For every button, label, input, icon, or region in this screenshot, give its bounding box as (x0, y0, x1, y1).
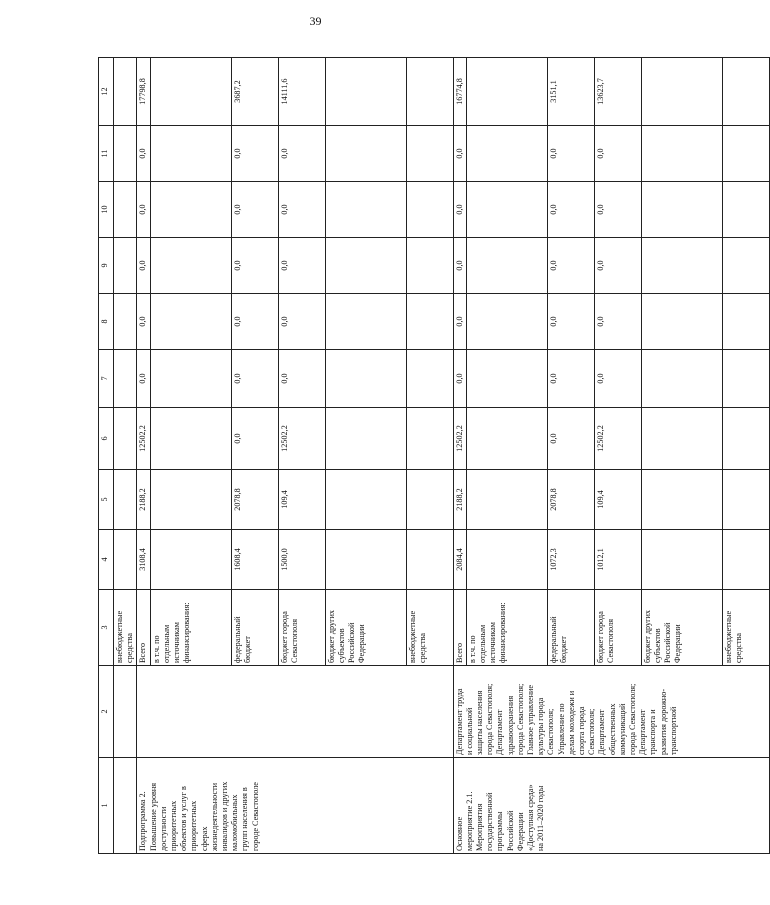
value-cell (722, 530, 769, 590)
value-cell (325, 126, 406, 182)
value-cell (325, 470, 406, 530)
header-cell: 12 (99, 58, 114, 126)
value-cell: 16774,8 (453, 58, 466, 126)
value-cell (325, 530, 406, 590)
value-cell: 0,0 (594, 182, 641, 238)
value-cell (466, 294, 547, 350)
cell-empty (114, 350, 137, 408)
rotated-table-area (98, 58, 744, 854)
source-cell: бюджет города Севастополя (278, 590, 325, 666)
value-cell: 0,0 (231, 182, 278, 238)
header-cell: 6 (99, 408, 114, 470)
value-cell: 0,0 (137, 294, 150, 350)
cell-empty (114, 666, 137, 758)
value-cell: 0,0 (278, 238, 325, 294)
value-cell: 0,0 (278, 350, 325, 408)
value-cell (722, 350, 769, 408)
value-cell (325, 350, 406, 408)
source-cell: внебюджетные средства (722, 590, 769, 666)
value-cell: 0,0 (453, 294, 466, 350)
value-cell (466, 238, 547, 294)
value-cell (150, 294, 231, 350)
value-cell: 0,0 (453, 350, 466, 408)
value-cell (406, 182, 453, 238)
value-cell (406, 350, 453, 408)
value-cell (150, 238, 231, 294)
value-cell: 12502,2 (278, 408, 325, 470)
source-cell: бюджет других субъектов Российской Федерации (641, 590, 722, 666)
value-cell (641, 350, 722, 408)
value-cell: 0,0 (278, 126, 325, 182)
continued-row (114, 58, 137, 854)
value-cell (325, 294, 406, 350)
page-number: 39 (309, 14, 322, 28)
value-cell (406, 126, 453, 182)
source-cell: Всего (137, 590, 150, 666)
value-cell: 0,0 (231, 350, 278, 408)
cell-empty (114, 470, 137, 530)
value-cell: 2188,2 (453, 470, 466, 530)
source-cell: Всего (453, 590, 466, 666)
value-cell (641, 294, 722, 350)
value-cell: 0,0 (594, 126, 641, 182)
value-cell: 0,0 (231, 294, 278, 350)
value-cell (722, 238, 769, 294)
value-cell (150, 408, 231, 470)
value-cell: 2078,8 (547, 470, 594, 530)
financing-table (98, 57, 770, 854)
value-cell: 17798,8 (137, 58, 150, 126)
value-cell (406, 58, 453, 126)
value-cell: 0,0 (278, 294, 325, 350)
value-cell (722, 294, 769, 350)
header-cell: 1 (99, 758, 114, 854)
value-cell (722, 470, 769, 530)
value-cell: 0,0 (137, 350, 150, 408)
value-cell: 0,0 (453, 126, 466, 182)
header-cell: 2 (99, 666, 114, 758)
header-cell: 10 (99, 182, 114, 238)
value-cell (406, 238, 453, 294)
table-row (453, 58, 466, 854)
value-cell (641, 408, 722, 470)
header-cell: 9 (99, 238, 114, 294)
header-cell: 11 (99, 126, 114, 182)
source-cell: федеральный бюджет (231, 590, 278, 666)
source-cell: в т.ч. по отдельным источникам финансирования: (150, 590, 231, 666)
cell-empty (114, 182, 137, 238)
source-cell: в т.ч. по отдельным источникам финансирования: (466, 590, 547, 666)
value-cell (150, 58, 231, 126)
value-cell (150, 182, 231, 238)
value-cell: 0,0 (137, 126, 150, 182)
cell-empty (114, 58, 137, 126)
value-cell (641, 126, 722, 182)
value-cell (150, 530, 231, 590)
value-cell (325, 58, 406, 126)
value-cell: 0,0 (594, 294, 641, 350)
value-cell (641, 470, 722, 530)
value-cell (722, 408, 769, 470)
value-cell (722, 58, 769, 126)
value-cell: 2084,4 (453, 530, 466, 590)
value-cell (466, 58, 547, 126)
header-row (99, 58, 114, 854)
value-cell: 0,0 (137, 182, 150, 238)
value-cell (641, 58, 722, 126)
value-cell (150, 470, 231, 530)
value-cell: 14111,6 (278, 58, 325, 126)
value-cell: 0,0 (278, 182, 325, 238)
header-cell: 5 (99, 470, 114, 530)
value-cell: 0,0 (231, 238, 278, 294)
cell-empty (114, 126, 137, 182)
cell-empty (114, 758, 137, 854)
value-cell: 0,0 (547, 408, 594, 470)
value-cell (150, 350, 231, 408)
source-cell: бюджет других субъектов Российской Федерации (325, 590, 406, 666)
value-cell: 1608,4 (231, 530, 278, 590)
value-cell (466, 530, 547, 590)
value-cell: 12502,2 (137, 408, 150, 470)
value-cell: 0,0 (453, 238, 466, 294)
value-cell: 0,0 (547, 238, 594, 294)
program-name-cell: Основное мероприятие 2.1. Мероприятия государственной программы Российской Федерации «Доступная среда» на 2011–2020 годы (453, 758, 769, 854)
value-cell: 2188,2 (137, 470, 150, 530)
value-cell: 0,0 (594, 238, 641, 294)
value-cell: 12502,2 (453, 408, 466, 470)
value-cell: 0,0 (547, 182, 594, 238)
executor-cell (137, 666, 453, 758)
cell-empty (114, 408, 137, 470)
value-cell (406, 408, 453, 470)
value-cell: 1012,1 (594, 530, 641, 590)
source-cell: внебюджетные средства (406, 590, 453, 666)
value-cell: 3108,4 (137, 530, 150, 590)
program-name-cell: Подпрограмма 2. Повышение уровня доступности приоритетных объектов и услуг в приоритетных сферах жизнедеятельности инвалидов и других маломобильных групп населения в городе Севастополе (137, 758, 453, 854)
value-cell (466, 470, 547, 530)
value-cell: 2078,8 (231, 470, 278, 530)
value-cell: 0,0 (594, 350, 641, 408)
value-cell: 3687,2 (231, 58, 278, 126)
value-cell: 1072,3 (547, 530, 594, 590)
value-cell (722, 126, 769, 182)
value-cell (406, 294, 453, 350)
value-cell (466, 350, 547, 408)
executor-cell: Департамент труда и социальной защиты населения города Севастополя; Департамент здравоохранения города Севастополя; Главное управление культуры города Севастополя; Управление по делам молодежи и спорта города Севастополя; Департамент общественных коммуникаций города Севастополя; Департамент транспорта и развития дорожно- транспортной (453, 666, 769, 758)
table-row (137, 58, 150, 854)
value-cell: 12502,2 (594, 408, 641, 470)
source-cell: федеральный бюджет (547, 590, 594, 666)
value-cell (466, 408, 547, 470)
value-cell: 0,0 (231, 126, 278, 182)
source-cell: внебюджетные средства (114, 590, 137, 666)
value-cell: 0,0 (137, 238, 150, 294)
value-cell (325, 408, 406, 470)
value-cell: 109,4 (278, 470, 325, 530)
header-cell: 4 (99, 530, 114, 590)
header-cell: 3 (99, 590, 114, 666)
cell-empty (114, 530, 137, 590)
value-cell: 0,0 (547, 294, 594, 350)
value-cell: 109,4 (594, 470, 641, 530)
value-cell: 0,0 (453, 182, 466, 238)
value-cell (150, 126, 231, 182)
value-cell: 13623,7 (594, 58, 641, 126)
value-cell (466, 126, 547, 182)
table-body (99, 58, 770, 854)
value-cell (641, 238, 722, 294)
value-cell (325, 238, 406, 294)
value-cell: 3151,1 (547, 58, 594, 126)
source-cell: бюджет города Севастополя (594, 590, 641, 666)
value-cell: 1500,0 (278, 530, 325, 590)
value-cell: 0,0 (231, 408, 278, 470)
value-cell: 0,0 (547, 350, 594, 408)
table-rotator (98, 58, 744, 854)
cell-empty (114, 294, 137, 350)
cell-empty (114, 238, 137, 294)
value-cell (722, 182, 769, 238)
value-cell (406, 470, 453, 530)
value-cell (325, 182, 406, 238)
value-cell: 0,0 (547, 126, 594, 182)
value-cell (641, 182, 722, 238)
value-cell (406, 530, 453, 590)
value-cell (466, 182, 547, 238)
header-cell: 8 (99, 294, 114, 350)
header-cell: 7 (99, 350, 114, 408)
value-cell (641, 530, 722, 590)
